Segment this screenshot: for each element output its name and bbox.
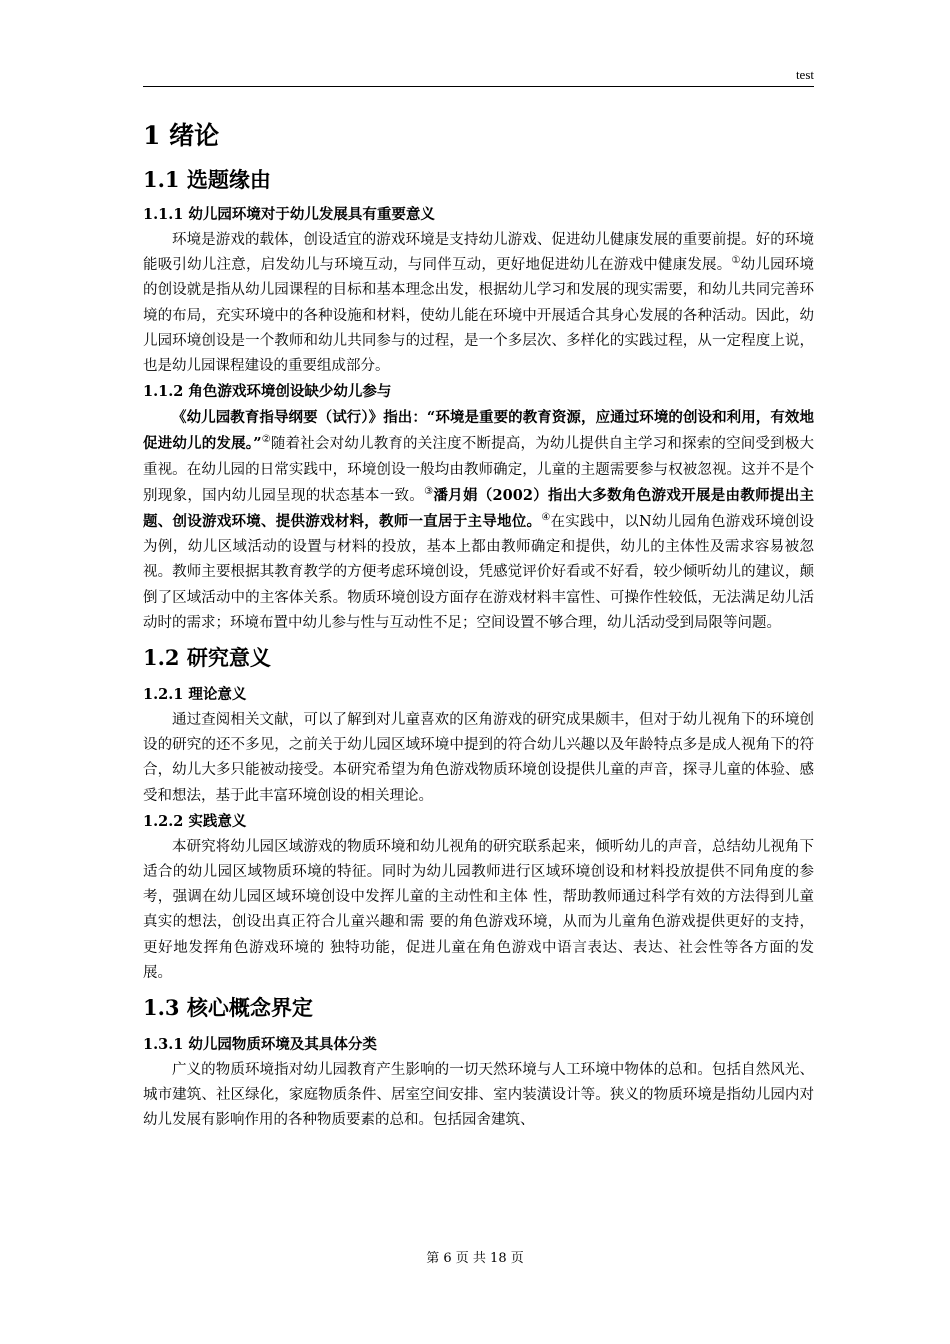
subsection-1-1-2-title: 1.1.2 角色游戏环境创设缺少幼儿参与 — [143, 383, 392, 401]
paragraph-1-2-1: 通过查阅相关文献，可以了解到对儿童喜欢的区角游戏的研究成果颇丰，但对于幼儿视角下的环境创设的研究的还不多见，之前关于幼儿园区域环境中提到的符合幼儿兴趣以及年龄特点多是成人视角下的符合，幼儿大多只能被动接受。本研究希望为角色游戏物质环境创设提供儿童的声音，探寻儿童的体验、感受和想法，基于此丰富环境创设的相关理论。 — [143, 712, 814, 804]
paragraph-1-2-2: 本研究将幼儿园区域游戏的物质环境和幼儿视角的研究联系起来，倾听幼儿的声音，总结幼儿视角下适合的幼儿园区域物质环境的特征。同时为幼儿园教师进行区域环境创设和材料投放提供不同角度的参考，强调在幼儿园区域环境创设中发挥儿童的主动性和主体 性，帮助教师通过科学有效的方法得到儿童真实的想法，创设出真正符合儿童兴趣和需 要的角色游戏环境，从而为儿童角色游戏提供更好的支持，更好地发挥角色游戏环境的 独特功能，促进儿童在角色游戏中语言表达、表达、社会性等各方面的发展。 — [143, 838, 814, 981]
text-run: 在实践中，以N幼儿园角色游戏环境创设为例，幼儿区域活动的设置与材料的投放，基本上都由教师确定和提供，幼儿的主体性及需求容易被忽视。教师主要根据其教育教学的方便考虑环境创设，凭感觉评价好看或不好看，较少倾听幼儿的建议，颠倒了区域活动中的主客体关系。物质环境创设方面存在游戏材料丰富性、可操作性较低，无法满足幼儿活动时的需求；环境布置中幼儿参与性与互动性不足；空间设置不够合理，幼儿活动受到局限等问题。 — [143, 514, 815, 631]
subsection-1-3-1-title: 1.3.1 幼儿园物质环境及其具体分类 — [143, 1036, 377, 1054]
subsection-1-1-1-title: 1.1.1 幼儿园环境对于幼儿发展具有重要意义 — [143, 206, 435, 223]
section-1-1-title: 1.1 选题缘由 — [143, 167, 271, 192]
header-rule — [143, 86, 814, 87]
page-header-text: test — [795, 67, 814, 82]
quoted-guideline: 《幼儿园教育指导纲要（试行）》指出：“环境是重要的教育资源，应通过环境的创设和利用，有效地促进幼儿的发展。” — [143, 409, 814, 453]
subsection-1-2-1-title: 1.2.1 理论意义 — [143, 686, 247, 704]
section-1-2-title: 1.2 研究意义 — [143, 645, 271, 671]
page-footer-number: 第 6 页 共 18 页 — [426, 1251, 524, 1266]
document-body — [143, 118, 814, 1134]
footnote-marker-2[interactable]: ② — [261, 434, 271, 446]
paragraph-1-1-1 — [143, 228, 814, 379]
footnote-marker-4[interactable]: ④ — [541, 512, 551, 524]
chapter-title: 1 绪论 — [143, 121, 220, 150]
section-1-3-title: 1.3 核心概念界定 — [143, 995, 313, 1021]
text-run: 幼儿园环境的创设就是指从幼儿园课程的目标和基本理念出发，根据幼儿学习和发展的现实需要，和幼儿共同完善环境的布局，充实环境中的各种设施和材料，使幼儿能在环境中开展适合其身心发展的各种活动。因此，幼儿园环境创设是一个教师和幼儿共同参与的过程，是一个多层次、多样化的实践过程，从一定程度上说，也是幼儿园课程建设的重要组成部分。 — [143, 257, 815, 375]
subsection-1-2-2-title: 1.2.2 实践意义 — [143, 812, 247, 830]
footnote-marker-1[interactable]: ① — [731, 255, 741, 267]
bold-citation: 潘月娟（2002）指出大多数角色游戏开展是由教师提出主题、创设游戏环境、提供游戏材料，教师一直居于主导地位。 — [143, 486, 815, 531]
footnote-marker-3[interactable]: ③ — [424, 486, 434, 497]
text-run: 环境是游戏的载体，创设适宜的游戏环境是支持幼儿游戏、促进幼儿健康发展的重要前提。好的环境能吸引幼儿注意，启发幼儿与环境互动，与同伴互动，更好地促进幼儿在游戏中健康发展。 — [143, 232, 814, 274]
paragraph-1-3-1: 广义的物质环境指对幼儿园教育产生影响的一切天然环境与人工环境中物体的总和。包括自然风光、城市建筑、社区绿化，家庭物质条件、居室空间安排、室内装潢设计等。狭义的物质环境是指幼儿园内对幼儿发展有影响作用的各种物质要素的总和。包括园舍建筑、 — [143, 1062, 814, 1129]
text-run: 随着社会对幼儿教育的关注度不断提高，为幼儿提供自主学习和探索的空间受到极大重视。在幼儿园的日常实践中，环境创设一般均由教师确定，儿童的主题需要参与权被忽视。这并不是个别现象，国内幼儿园呈现的状态基本一致。 — [143, 436, 815, 504]
paragraph-1-1-2 — [143, 405, 814, 636]
